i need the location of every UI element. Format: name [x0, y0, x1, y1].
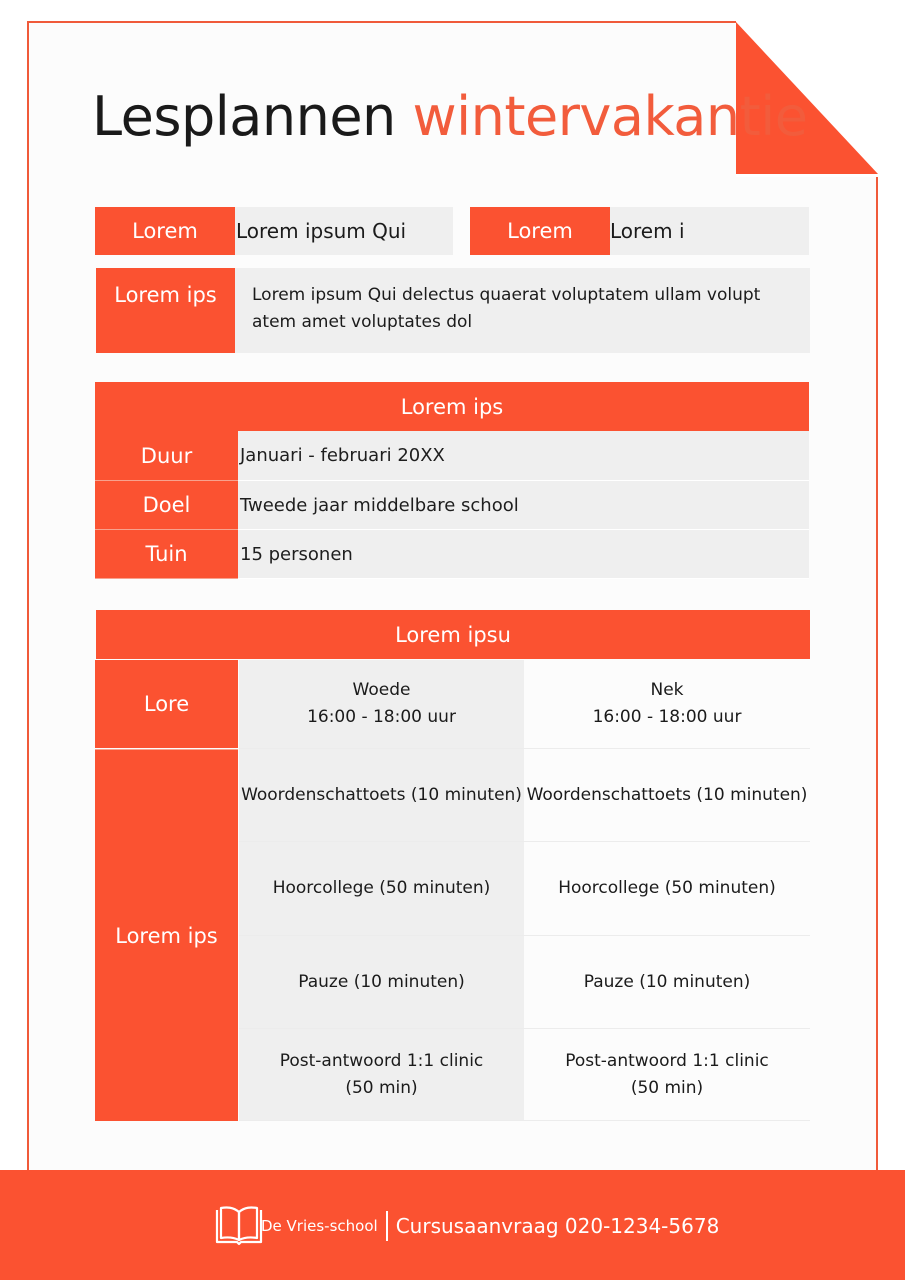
day1-header [239, 660, 524, 749]
schedule-header: Lorem ipsu [96, 610, 810, 659]
activity-cell [239, 1029, 524, 1121]
activity-cell: Pauze (10 minuten) [524, 936, 810, 1029]
info-left [95, 207, 453, 255]
details-header: Lorem ips [95, 382, 809, 431]
activity-cell: Woordenschattoets (10 minuten) [239, 749, 524, 842]
activity-cell: Hoorcollege (50 minuten) [524, 842, 810, 936]
title-part-1: Lesplannen [92, 85, 413, 148]
day1-time: 16:00 - 18:00 uur [307, 707, 456, 727]
footer [0, 1170, 905, 1280]
activity-cell: Hoorcollege (50 minuten) [239, 842, 524, 936]
info-right-label: Lorem [470, 207, 610, 255]
row-label: Tuin [95, 530, 238, 579]
row-value: 15 personen [238, 530, 809, 579]
activity-cell: Woordenschattoets (10 minuten) [524, 749, 810, 842]
row-value: Januari - februari 20XX [238, 431, 809, 481]
row-label: Doel [95, 481, 238, 530]
table-row [95, 530, 809, 579]
row-label: Duur [95, 431, 238, 481]
desc-value: Lorem ipsum Qui delectus quaerat voluptatem ullam volupt atem amet voluptates dol [235, 268, 810, 353]
day1-name: Woede [352, 680, 411, 700]
activity-cell: Pauze (10 minuten) [239, 936, 524, 1029]
activity-line: (50 min) [345, 1077, 418, 1098]
page-title [92, 82, 808, 152]
activity-line: Post-antwoord 1:1 clinic [279, 1050, 484, 1071]
footer-divider [386, 1211, 388, 1241]
day-label: Lore [95, 660, 238, 748]
info-left-value: Lorem ipsum Qui [235, 207, 453, 255]
contact-text: Cursusaanvraag 020-1234-5678 [395, 1214, 720, 1238]
title-part-2: wintervakantie [412, 85, 808, 148]
activities-label: Lorem ips [95, 749, 238, 1121]
activity-line: Post-antwoord 1:1 clinic [565, 1050, 769, 1071]
day2-time: 16:00 - 18:00 uur [592, 707, 742, 727]
footer-content [213, 1204, 719, 1248]
day2-header [524, 660, 810, 749]
table-row [95, 481, 809, 530]
info-right-value: Lorem i [610, 207, 809, 255]
day2-name: Nek [650, 680, 684, 700]
info-description [96, 268, 810, 353]
school-name: De Vries-school [261, 1217, 378, 1235]
book-icon [213, 1204, 265, 1248]
table-row [95, 431, 809, 481]
activity-line: (50 min) [630, 1077, 704, 1098]
info-left-label: Lorem [95, 207, 235, 255]
row-value: Tweede jaar middelbare school [238, 481, 809, 530]
info-right [470, 207, 809, 255]
activity-cell [524, 1029, 810, 1121]
desc-label: Lorem ips [96, 268, 235, 353]
